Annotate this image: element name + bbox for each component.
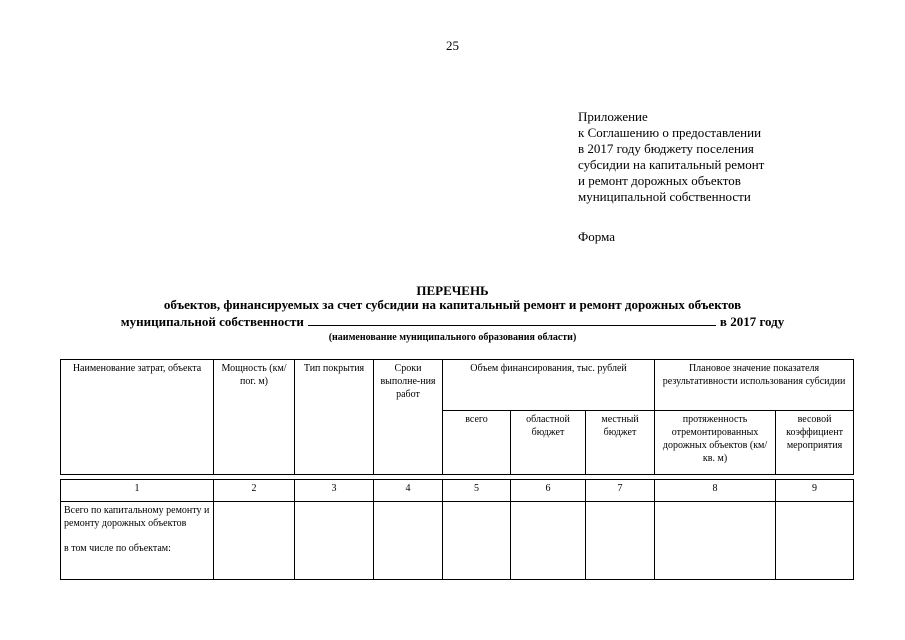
by-objects-label: в том числе по объектам:: [64, 543, 171, 554]
column-number: 3: [295, 480, 374, 502]
column-number: 8: [655, 480, 776, 502]
column-number: 9: [776, 480, 854, 502]
table-cell: [776, 502, 854, 580]
appendix-line: и ремонт дорожных объектов: [578, 173, 741, 188]
appendix-line: субсидии на капитальный ремонт: [578, 157, 765, 172]
column-number: 2: [214, 480, 295, 502]
header-capacity: Мощность (км/ пог. м): [214, 360, 295, 475]
header-indicator-group: Плановое значение показателя результативности использования субсидии: [655, 360, 854, 411]
table-cell: [214, 502, 295, 580]
header-financing-group: Объем финансирования, тыс. рублей: [443, 360, 655, 411]
document-title: ПЕРЕЧЕНЬ: [416, 283, 489, 298]
total-row-cell: [61, 502, 214, 580]
table-cell: [374, 502, 443, 580]
table-cell: [586, 502, 655, 580]
form-label: Форма: [578, 229, 615, 244]
document-subtitle: объектов, финансируемых за счет субсидии на капитальный ремонт и ремонт дорожных объектов: [163, 297, 742, 312]
column-number: 4: [374, 480, 443, 502]
header-regional-budget: областной бюджет: [511, 411, 586, 475]
header-surface-type: Тип покрытия: [295, 360, 374, 475]
appendix-block: [578, 109, 764, 205]
document-subtitle-line2: [0, 313, 905, 330]
subtitle-suffix: в 2017 году: [719, 314, 785, 329]
municipality-blank-field: [308, 314, 716, 326]
appendix-line: к Соглашению о предоставлении: [578, 125, 762, 140]
header-total: всего: [443, 411, 511, 475]
header-road-length: протяженность отремонтированных дорожных объектов (км/ кв. м): [655, 411, 776, 475]
header-work-period: Сроки выполне-ния работ: [374, 360, 443, 475]
column-number: 5: [443, 480, 511, 502]
column-number: 7: [586, 480, 655, 502]
header-weight-coefficient: весовой коэффициент мероприятия: [776, 411, 854, 475]
table-cell: [295, 502, 374, 580]
column-number: 1: [61, 480, 214, 502]
appendix-line: Приложение: [578, 109, 648, 124]
municipality-note: (наименование муниципального образования области): [328, 332, 577, 343]
subtitle-prefix: муниципальной собственности: [120, 314, 304, 329]
table-cell: [655, 502, 776, 580]
column-number: 6: [511, 480, 586, 502]
total-row-label: Всего по капитальному ремонту и ремонту дорожных объектов: [64, 505, 210, 529]
appendix-line: муниципальной собственности: [578, 189, 751, 204]
objects-table: [60, 359, 854, 580]
header-cost-name: Наименование затрат, объекта: [61, 360, 214, 475]
table-cell: [443, 502, 511, 580]
appendix-line: в 2017 году бюджету поселения: [578, 141, 754, 156]
page-number: 25: [446, 38, 459, 53]
table-cell: [511, 502, 586, 580]
header-local-budget: местный бюджет: [586, 411, 655, 475]
